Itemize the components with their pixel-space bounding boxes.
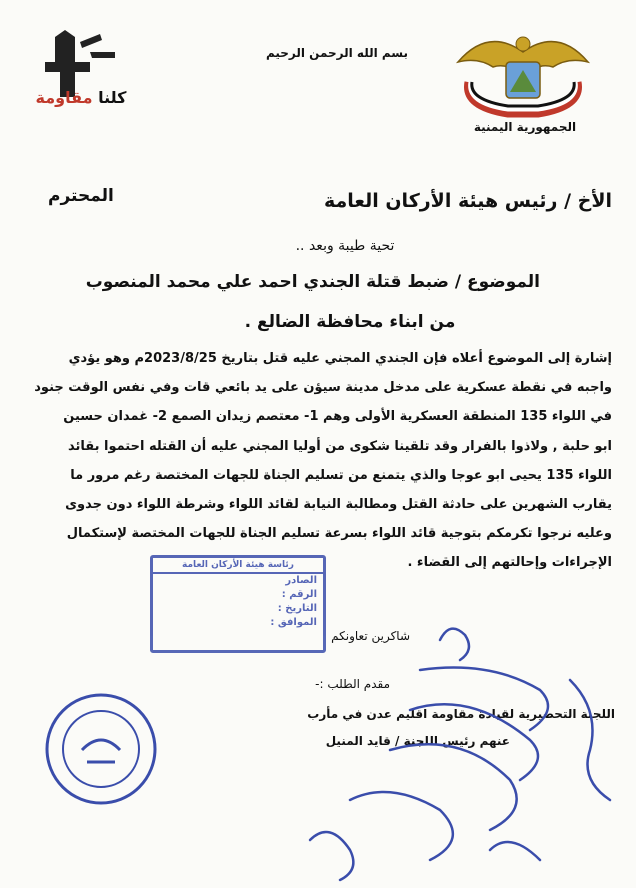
basmala: بسم الله الرحمن الرحيم (265, 46, 409, 60)
republic-title: الجمهورية اليمنية (473, 120, 577, 134)
yemen-emblem-icon (448, 22, 598, 122)
subject-line-1: الموضوع / ضبط قتلة الجندي احمد علي محمد المنصوب (85, 272, 540, 292)
round-seal-icon (42, 690, 160, 808)
body-line: إشارة إلى الموضوع أعلاه فإن الجندي المجني عليه قتل بتاريخ 2023/8/25م وهو يؤدي (68, 351, 612, 366)
stamp-line: الرقم : (281, 589, 317, 600)
stamp-head: رئاسة هيئة الأركان العامة (153, 558, 323, 574)
body-line: اللواء 135 يحيى ابو عوجا والذي يتمنع من تسليم الجناة للجهات المختصة رغم مرور ما (70, 467, 612, 483)
body-line: يقارب الشهرين على حادثة القتل ومطالبة النيابة لقائد اللواء وشرطة اللواء دون جدوى (65, 497, 612, 513)
resistance-logo-icon (20, 22, 140, 122)
subject-line-2: من ابناء محافظة الضالع . (244, 312, 456, 332)
stamp-line: الموافق : (270, 617, 317, 628)
handwritten-annotation-icon (290, 600, 636, 888)
respected-label: المحترم (48, 186, 114, 206)
on-behalf-line: عنهم رئيس اللجنة / قايد المنيل (325, 734, 510, 748)
stamp-line: التاريخ : (277, 603, 317, 614)
committee-name: اللجنة التحضيرية لقيادة مقاومة اقليم عدن في مأرب (307, 707, 615, 721)
body-line: واجبه في نقطة عسكرية على مدخل مدينة سيؤن على يد بائعي قات وفي نفس الوقت جنود (34, 380, 612, 396)
body-line: الإجراءات وإحالتهم إلى القضاء . (407, 555, 612, 571)
body-line: ابو حلبة , ولاذوا بالفرار وقد تلقينا شكوى من أوليا المجني عليه أن القتله احتموا بقائد (67, 438, 612, 454)
resistance-logo-text (26, 88, 136, 107)
body-line: وعليه نرجوا تكرمكم بتوجية قائد اللواء بسرعة تسليم الجناة للجهات المختصة لإستكمال (66, 526, 612, 542)
applicant-label: مقدم الطلب :- (315, 677, 390, 691)
logo-text-red: مقاومة (35, 88, 93, 107)
letter-body (18, 344, 612, 578)
logo-text-black: كلنا (98, 88, 127, 107)
greeting: تحية طيبة وبعد .. (295, 238, 395, 254)
stamp-line: الصادر (285, 575, 317, 586)
thanks-line: شاكرين تعاونكم (331, 629, 410, 643)
body-line: في اللواء 135 المنطقة العسكرية الأولى وهم 1- معتصم زيدان الصمع 2- غمدان حسين (63, 409, 612, 425)
addressee: الأخ / رئيس هيئة الأركان العامة (323, 190, 612, 212)
